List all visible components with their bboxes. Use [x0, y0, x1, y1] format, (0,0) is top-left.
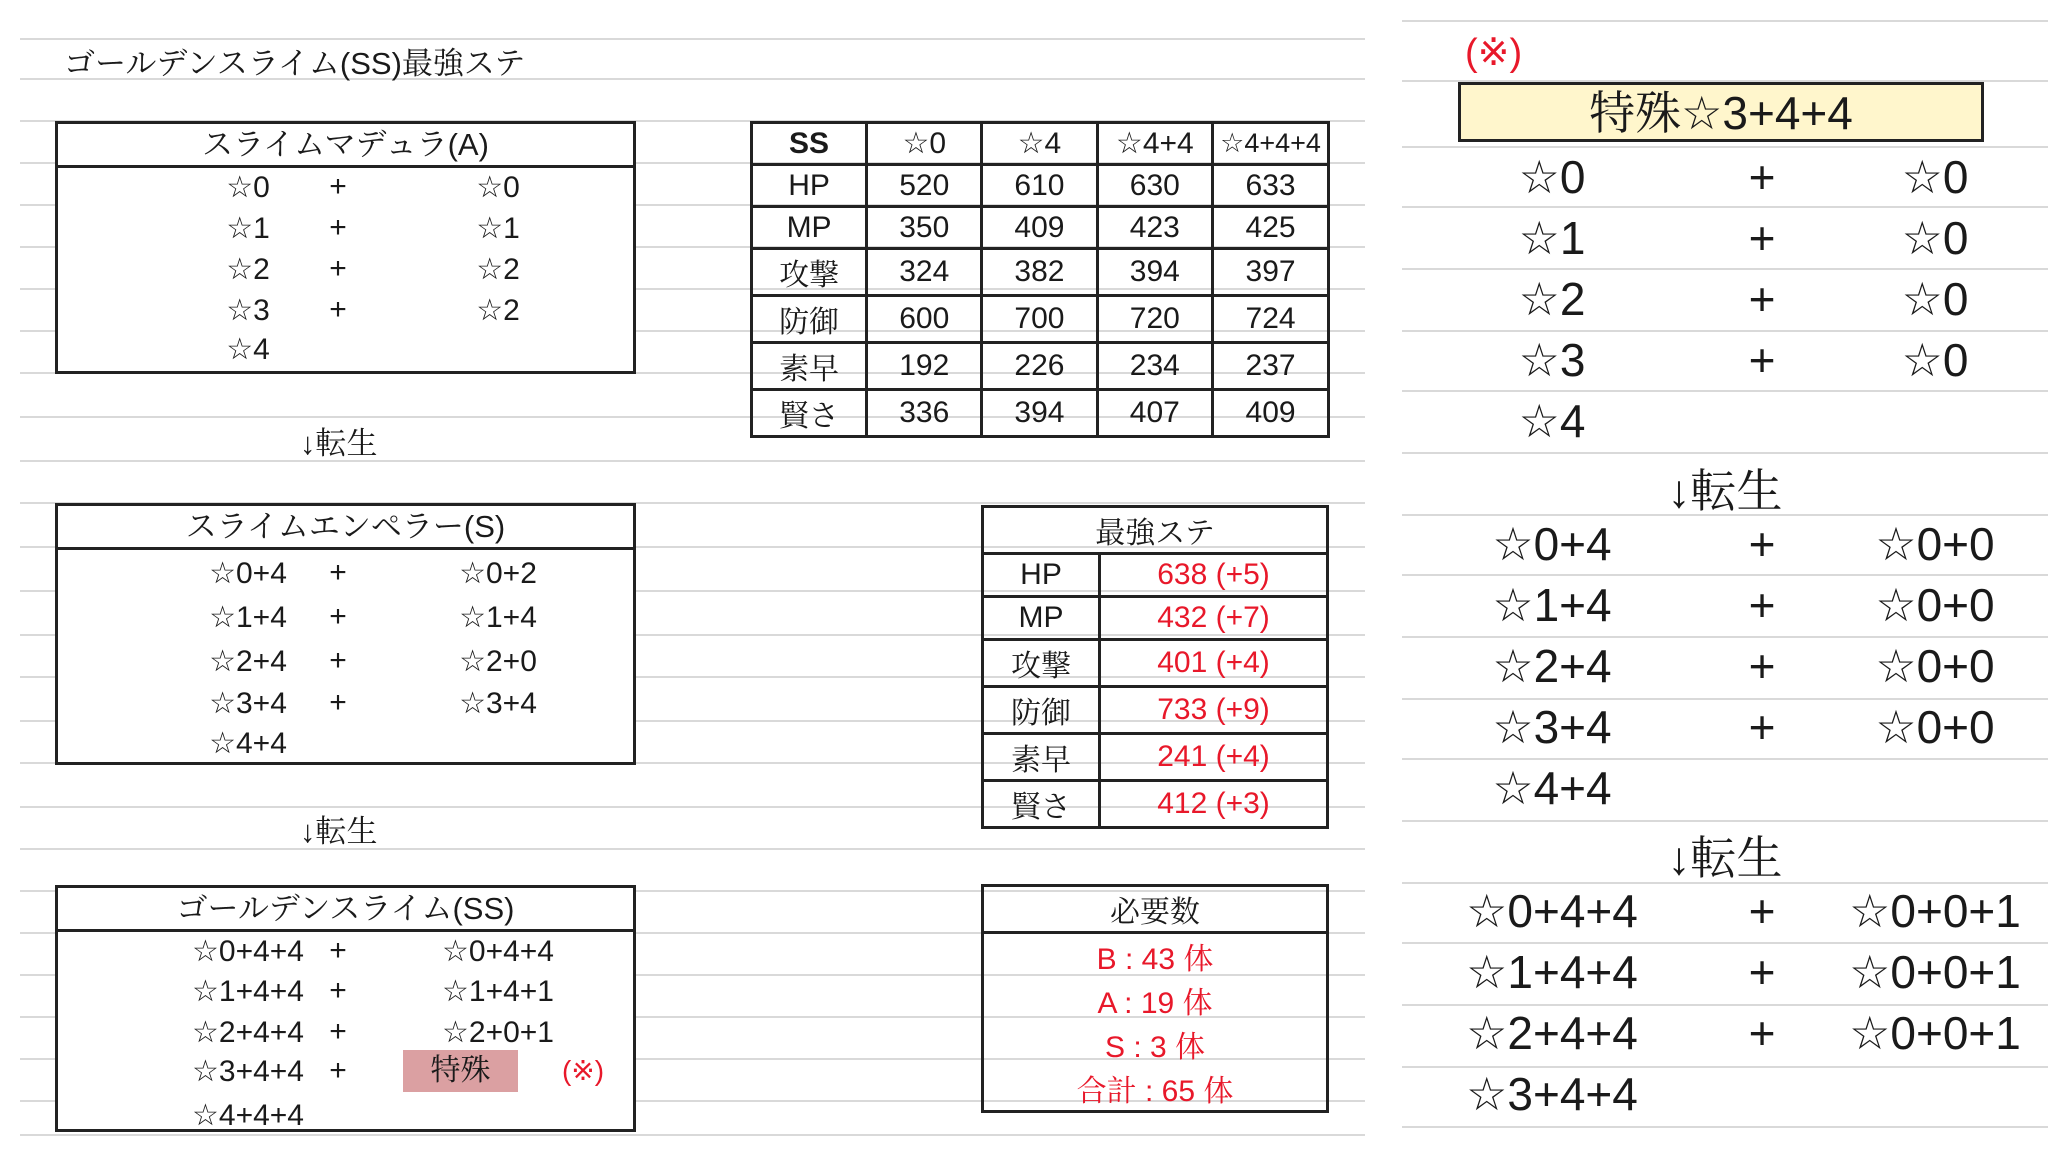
table-row	[752, 296, 1329, 343]
table-row	[983, 687, 1328, 734]
box-s-left: ☆4+4	[209, 727, 287, 760]
table-row	[983, 933, 1328, 979]
box-a-plus: +	[329, 252, 347, 285]
stat-label: 防御	[752, 296, 867, 343]
best-stats-table	[981, 505, 1329, 829]
table-cell: 520	[867, 165, 982, 207]
table-row	[983, 597, 1328, 640]
stat-label: 防御	[983, 687, 1100, 734]
best-stats-title: 最強ステ	[983, 507, 1328, 554]
special-right: ☆0+0	[1875, 701, 1995, 753]
best-stat-value: 241 (+4)	[1100, 734, 1328, 781]
table-header-row	[983, 507, 1328, 554]
special-left: ☆3	[1518, 334, 1586, 386]
box-ss-row	[58, 934, 633, 974]
table-cell: 382	[982, 249, 1097, 296]
box-s-title: スライムエンペラー(S)	[58, 506, 633, 550]
stat-label: 素早	[983, 734, 1100, 781]
note-mark: (※)	[561, 1055, 605, 1086]
stat-label: 攻撃	[983, 640, 1100, 687]
table-row	[983, 781, 1328, 828]
special-left: ☆4	[1518, 395, 1586, 447]
table-cell: 700	[982, 296, 1097, 343]
table-cell: 409	[982, 207, 1097, 249]
table-row	[983, 734, 1328, 781]
table-row	[752, 390, 1329, 437]
special-left: ☆2+4+4	[1466, 1007, 1638, 1059]
table-row	[983, 1022, 1328, 1066]
table-cell: 425	[1213, 207, 1329, 249]
special-left: ☆3+4+4	[1466, 1068, 1638, 1120]
box-s-plus: +	[329, 556, 347, 589]
table-cell: 633	[1213, 165, 1329, 207]
special-left: ☆0+4+4	[1466, 885, 1638, 937]
table-cell: 336	[867, 390, 982, 437]
special-right: ☆0+0	[1875, 640, 1995, 692]
box-s-row	[58, 686, 633, 726]
special-plus: +	[1748, 885, 1776, 937]
table-cell: 397	[1213, 249, 1329, 296]
box-a-row	[58, 332, 633, 372]
special-plus: +	[1748, 273, 1776, 325]
box-a-row	[58, 293, 633, 333]
box-s-right: ☆3+4	[459, 687, 537, 720]
special-plus: +	[1748, 946, 1776, 998]
required-count-table	[981, 884, 1329, 1113]
box-a-row	[58, 252, 633, 292]
table-header-cell: ☆4+4+4	[1213, 123, 1329, 165]
best-stat-value: 412 (+3)	[1100, 781, 1328, 828]
table-header-cell: ☆4+4	[1097, 123, 1213, 165]
table-cell: 350	[867, 207, 982, 249]
special-left: ☆2	[1518, 273, 1586, 325]
table-cell: 324	[867, 249, 982, 296]
box-ss-row	[58, 974, 633, 1014]
special-right: ☆0	[1901, 151, 1969, 203]
special-left: ☆0	[1518, 151, 1586, 203]
best-stat-value: 733 (+9)	[1100, 687, 1328, 734]
special-left: ☆3+4	[1492, 701, 1612, 753]
stat-label: MP	[752, 207, 867, 249]
special-plus: +	[1748, 640, 1776, 692]
box-ss-right: ☆1+4+1	[442, 975, 554, 1008]
special-right: ☆0+0+1	[1849, 885, 2021, 937]
box-s-right: ☆0+2	[459, 557, 537, 590]
table-cell: 237	[1213, 343, 1329, 390]
box-a-row	[58, 211, 633, 251]
table-cell: 720	[1097, 296, 1213, 343]
box-a-left: ☆4	[226, 333, 270, 366]
box-s-left: ☆2+4	[209, 645, 287, 678]
table-row	[983, 1066, 1328, 1112]
special-left: ☆2+4	[1492, 640, 1612, 692]
stat-label: HP	[983, 554, 1100, 597]
table-cell: 394	[1097, 249, 1213, 296]
table-header-row	[983, 886, 1328, 933]
box-a-right: ☆2	[476, 294, 520, 327]
table-header-row	[752, 123, 1329, 165]
box-ss-left: ☆4+4+4	[192, 1099, 304, 1132]
table-row	[752, 249, 1329, 296]
box-s-left: ☆3+4	[209, 687, 287, 720]
box-ss-right: ☆2+0+1	[442, 1016, 554, 1049]
box-s-plus: +	[329, 600, 347, 633]
best-stat-value: 638 (+5)	[1100, 554, 1328, 597]
table-header-cell: ☆0	[867, 123, 982, 165]
special-plus: +	[1748, 701, 1776, 753]
table-cell: 192	[867, 343, 982, 390]
box-ss-left: ☆0+4+4	[192, 935, 304, 968]
special-left: ☆1	[1518, 212, 1586, 264]
table-cell: 600	[867, 296, 982, 343]
stat-label: 賢さ	[752, 390, 867, 437]
table-cell: 407	[1097, 390, 1213, 437]
table-cell: 409	[1213, 390, 1329, 437]
table-header-cell: ☆4	[982, 123, 1097, 165]
special-plus: +	[1748, 579, 1776, 631]
box-a-left: ☆3	[226, 294, 270, 327]
special-right: ☆0+0+1	[1849, 1007, 2021, 1059]
box-ss-title: ゴールデンスライム(SS)	[58, 888, 633, 932]
box-s-left: ☆1+4	[209, 601, 287, 634]
special-plus: +	[1748, 518, 1776, 570]
special-left: ☆1+4	[1492, 579, 1612, 631]
special-rebirth-arrow-1: ↓転生	[1667, 465, 1783, 517]
box-ss-plus: +	[329, 1015, 347, 1048]
box-s-row	[58, 644, 633, 684]
table-row	[752, 165, 1329, 207]
required-title: 必要数	[983, 886, 1328, 933]
special-right: ☆0	[1901, 273, 1969, 325]
evolution-box-ss	[55, 885, 636, 1132]
box-s-plus: +	[329, 686, 347, 719]
required-item: S : 3 体	[983, 1022, 1328, 1066]
box-ss-plus: +	[329, 934, 347, 967]
special-right: ☆0+0+1	[1849, 946, 2021, 998]
required-item: B : 43 体	[983, 933, 1328, 979]
box-ss-left: ☆1+4+4	[192, 975, 304, 1008]
box-a-title: スライムマデュラ(A)	[58, 124, 633, 168]
box-a-right: ☆1	[476, 212, 520, 245]
table-cell: 423	[1097, 207, 1213, 249]
stat-label: HP	[752, 165, 867, 207]
box-a-plus: +	[329, 293, 347, 326]
stat-label: 賢さ	[983, 781, 1100, 828]
special-left: ☆0+4	[1492, 518, 1612, 570]
special-plus: +	[1748, 212, 1776, 264]
box-a-left: ☆1	[226, 212, 270, 245]
table-cell: 394	[982, 390, 1097, 437]
best-stat-value: 432 (+7)	[1100, 597, 1328, 640]
rebirth-arrow-1: ↓転生	[300, 426, 378, 461]
special-left: ☆4+4	[1492, 762, 1612, 814]
table-row	[983, 554, 1328, 597]
box-ss-row	[58, 1015, 633, 1055]
box-a-left: ☆0	[226, 171, 270, 204]
table-cell: 226	[982, 343, 1097, 390]
special-highlight-cell: 特殊	[403, 1050, 518, 1092]
box-s-right: ☆1+4	[459, 601, 537, 634]
box-s-right: ☆2+0	[459, 645, 537, 678]
box-s-row	[58, 556, 633, 596]
table-row	[752, 207, 1329, 249]
page-title: ゴールデンスライム(SS)最強ステ	[64, 46, 526, 81]
table-cell: 724	[1213, 296, 1329, 343]
evolution-box-a	[55, 121, 636, 374]
special-plus: +	[1748, 1007, 1776, 1059]
required-item: A : 19 体	[983, 978, 1328, 1022]
table-cell: 630	[1097, 165, 1213, 207]
rebirth-arrow-2: ↓転生	[300, 814, 378, 849]
ss-stats-table	[750, 121, 1330, 438]
special-rebirth-arrow-2: ↓転生	[1667, 832, 1783, 884]
special-left: ☆1+4+4	[1466, 946, 1638, 998]
stat-label: 素早	[752, 343, 867, 390]
box-ss-row	[58, 1098, 633, 1132]
special-plus: +	[1748, 334, 1776, 386]
special-right: ☆0+0	[1875, 579, 1995, 631]
special-plus: +	[1748, 151, 1776, 203]
special-right: ☆0	[1901, 334, 1969, 386]
box-ss-left: ☆2+4+4	[192, 1016, 304, 1049]
box-s-left: ☆0+4	[209, 557, 287, 590]
box-ss-plus: +	[329, 1054, 347, 1087]
box-a-left: ☆2	[226, 253, 270, 286]
stat-label: MP	[983, 597, 1100, 640]
box-a-row	[58, 170, 633, 210]
table-row	[983, 640, 1328, 687]
box-a-plus: +	[329, 170, 347, 203]
table-row	[983, 978, 1328, 1022]
table-cell: 610	[982, 165, 1097, 207]
table-row	[752, 343, 1329, 390]
box-a-plus: +	[329, 211, 347, 244]
special-title-box: 特殊☆3+4+4	[1458, 82, 1984, 142]
stat-label: 攻撃	[752, 249, 867, 296]
required-total: 合計 : 65 体	[983, 1066, 1328, 1112]
box-ss-right: ☆0+4+4	[442, 935, 554, 968]
special-right: ☆0+0	[1875, 518, 1995, 570]
box-ss-left: ☆3+4+4	[192, 1055, 304, 1088]
box-ss-plus: +	[329, 974, 347, 1007]
table-header-cell: SS	[752, 123, 867, 165]
box-a-right: ☆2	[476, 253, 520, 286]
special-note-mark: (※)	[1465, 32, 1523, 74]
box-s-row	[58, 726, 633, 766]
table-cell: 234	[1097, 343, 1213, 390]
box-s-plus: +	[329, 644, 347, 677]
best-stat-value: 401 (+4)	[1100, 640, 1328, 687]
evolution-box-s	[55, 503, 636, 765]
special-right: ☆0	[1901, 212, 1969, 264]
box-a-right: ☆0	[476, 171, 520, 204]
box-ss-row	[58, 1054, 633, 1098]
box-s-row	[58, 600, 633, 640]
